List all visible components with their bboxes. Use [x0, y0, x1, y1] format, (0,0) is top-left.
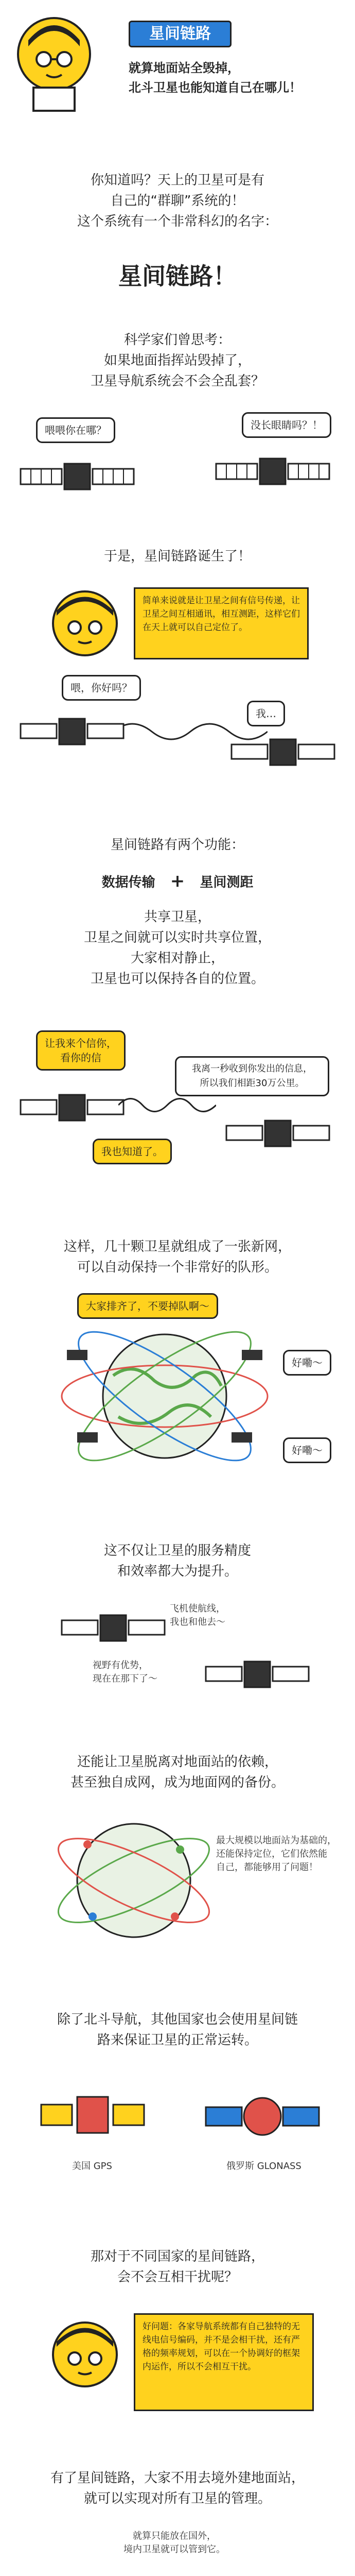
header-line1: 就算地面站全毁掉，	[129, 61, 240, 75]
scene4-text: 这样，几十颗卫星就组成了一张新网， 可以自动保持一个非常好的队形。	[63, 1239, 291, 1275]
orbit-network-icon	[57, 1319, 273, 1473]
header-tag: 星间链路	[129, 21, 232, 47]
satellite-icon	[62, 1607, 165, 1649]
glonass-satellite-icon	[206, 2081, 319, 2154]
satellite-left-icon	[21, 711, 123, 752]
satellite-right-icon	[216, 448, 329, 495]
scene3-bubble-c: 我也知道了。	[93, 1139, 172, 1164]
header	[10, 10, 345, 139]
scene1-text: 科学家们曾思考： 如果地面指挥站毁掉了， 卫星导航系统会不会全乱套？	[90, 332, 264, 389]
scene4-bubble-top: 大家排齐了，不要掉队啊～	[77, 1293, 218, 1319]
ground-station-diagram-icon	[33, 2566, 322, 2576]
satellite-left-icon	[21, 453, 134, 500]
plus-icon: +	[170, 871, 185, 891]
scene2-card-text: 简单来说就是让卫星之间有信号传递，让卫星之间互相通讯，相互测距，这样它们在天上就可以自己定位了。	[143, 596, 300, 633]
scene4-label-right1: 好嘞～	[283, 1350, 331, 1376]
satellite-right-icon	[226, 1113, 329, 1154]
scene8-text: 那对于不同国家的星间链路， 会不会互相干扰呢？	[90, 2249, 264, 2285]
scene9-text: 有了星间链路，大家不用去境外建地面站， 就可以实现对所有卫星的管理。	[50, 2470, 305, 2506]
scene7-label1: 美国 GPS	[72, 2161, 112, 2172]
scene2-text: 于是，星间链路诞生了！	[103, 549, 251, 564]
scientist-avatar-icon	[15, 15, 93, 113]
scientist-small-icon	[46, 2318, 123, 2401]
scene3-bubble-a: 让我来个信你， 看你的信	[36, 1030, 126, 1071]
scene8-card-text: 好问题：各家导航系统都有自己独特的无线电信号编码，并不是会相干扰，还有严格的频率规划，可以在一个协调好的框架内运作，所以不会相互干扰。	[143, 2321, 300, 2372]
header-line2: 北斗卫星也能知道自己在哪儿！	[129, 80, 301, 95]
intro-text: 你知道吗？天上的卫星可是有 自己的“群聊”系统的！ 这个系统有一个非常科幻的名字：	[77, 173, 278, 229]
scientist-small-icon	[46, 587, 123, 670]
function-data-transfer: 数据传输	[101, 875, 155, 890]
scene3-bubble-b: 我离一秒收到你发出的信息， 所以我们相距30万公里。	[175, 1056, 329, 1096]
scene6-note: 最大规模以地面站为基础的， 还能保持定位，它们依然能 自己，都能够用了问题！	[216, 1835, 336, 1873]
scene7-label2: 俄罗斯 GLONASS	[226, 2161, 301, 2172]
scene9-note-top: 就算只能放在国外， 境内卫星就可以管到它。	[123, 2531, 225, 2555]
scene4-label-right2: 好嘞～	[283, 1437, 331, 1463]
function-ranging: 星间测距	[200, 875, 254, 890]
scene1-bubble-right: 没长眼睛吗？！	[242, 412, 331, 438]
scene2-bubble-right: 我…	[247, 701, 285, 726]
signal-wave-icon	[118, 1092, 216, 1118]
function-row	[0, 871, 355, 891]
satellite-icon	[206, 1654, 309, 1695]
scene2-card	[134, 587, 309, 659]
scene1-bubble-left: 喂喂你在哪？	[36, 417, 115, 443]
scene3-intro: 星间链路有两个功能：	[110, 837, 244, 853]
satellite-right-icon	[232, 732, 334, 773]
scene3-text: 共享卫星， 卫星之间就可以实时共享位置， 大家相对静止， 卫星也可以保持各自的位置。	[83, 909, 271, 987]
gps-satellite-icon	[41, 2081, 144, 2154]
scene2-bubble-left: 喂，你好吗？	[62, 675, 141, 701]
scene5-note1: 飞机使航线， 我也和他去～	[170, 1603, 225, 1628]
scene8-card	[134, 2313, 314, 2411]
scene5-note2: 视野有优势， 现在在那下了～	[93, 1660, 157, 1684]
scene7-text: 除了北斗导航，其他国家也会使用星间链 路来保证卫星的正常运转。	[57, 2012, 298, 2048]
scene5-text: 这不仅让卫星的服务精度 和效率都大为提升。	[103, 1543, 251, 1579]
globe-network-icon	[46, 1803, 221, 1958]
scene6-text: 还能让卫星脱离对地面站的依赖， 甚至独自成网，成为地面网的备份。	[70, 1754, 285, 1790]
intro-title: 星间链路！	[118, 262, 237, 290]
satellite-left-icon	[21, 1087, 123, 1128]
